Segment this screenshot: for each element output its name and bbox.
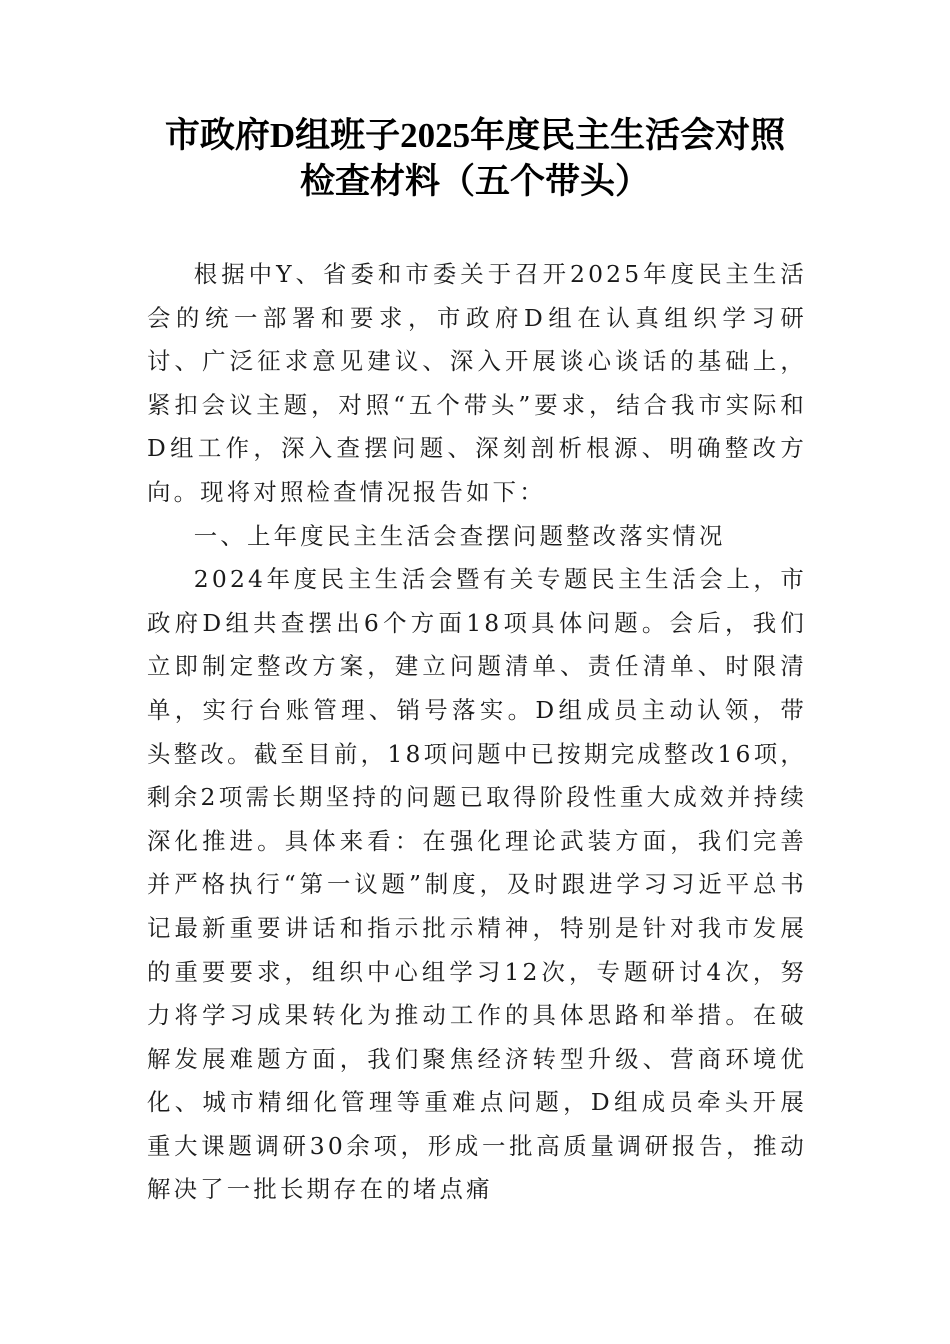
document-title — [140, 113, 810, 205]
title-line-2: 检查材料（五个带头） — [299, 162, 650, 201]
section-heading: 一、上年度民主生活会查摆问题整改落实情况 — [193, 521, 726, 550]
title-line-1: 市政府D组班子2025年度民主生活会对照 — [164, 116, 786, 155]
document-body — [147, 253, 807, 1212]
body-paragraph: 2024年度民主生活会暨有关专题民主生活会上，市政府D组共查摆出6个方面18项具体问题。会后，我们立即制定整改方案，建立问题清单、责任清单、时限清单，实行台账管理、销号落实。D组成员主动认领，带头整改。截至目前，18项问题中已按期完成整改16项，剩余2项需长期坚持的问题已取得阶段性重大成效并持续深化推进。具体来看：在强化理论武装方面，我们完善并严格执行“第一议题”制度，及时跟进学习习近平总书记最新重要讲话和指示批示精神，特别是针对我市发展的重要要求，组织中心组学习12次，专题研讨4次，努力将学习成果转化为推动工作的具体思路和举措。在破解发展难题方面，我们聚焦经济转型升级、营商环境优化、城市精细化管理等重难点问题，D组成员牵头开展重大课题调研30余项，形成一批高质量调研报告，推动解决了一批长期存在的堵点痛 — [147, 565, 807, 1204]
intro-paragraph: 根据中Y、省委和市委关于召开2025年度民主生活会的统一部署和要求，市政府D组在认真组织学习研讨、广泛征求意见建议、深入开展谈心谈话的基础上，紧扣会议主题，对照“五个带头”要求，结合我市实际和D组工作，深入查摆问题、深刻剖析根源、明确整改方向。现将对照检查情况报告如下： — [147, 260, 807, 506]
